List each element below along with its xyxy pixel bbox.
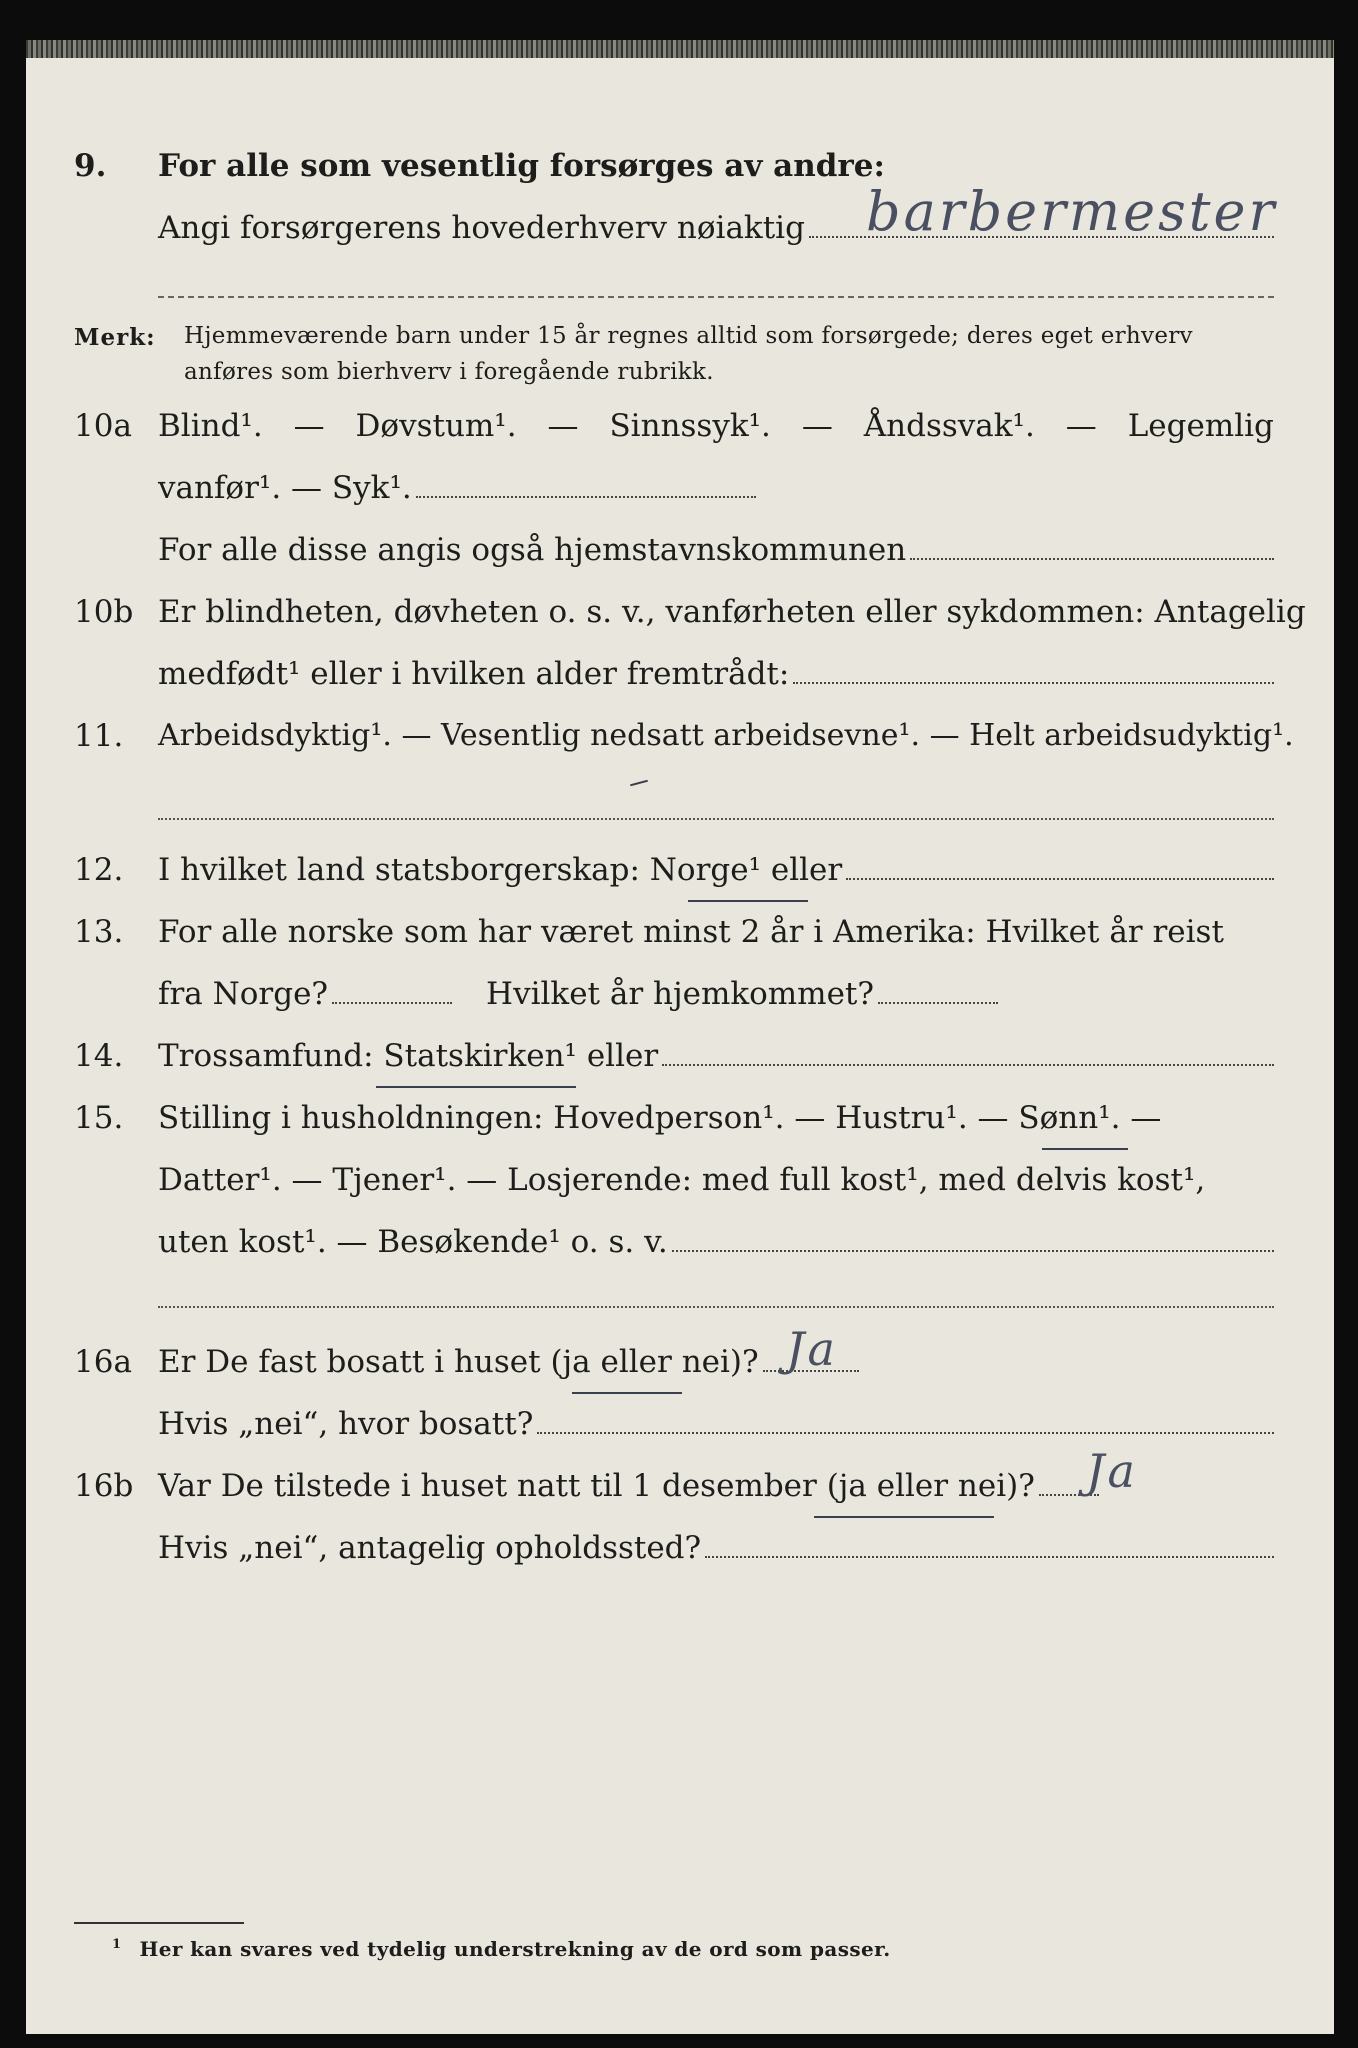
q11-options: Arbeidsdyktig¹. — Vesentlig nedsatt arbeidsevne¹. — Helt arbeidsudyktig¹. (158, 718, 1294, 753)
merk-text: Hjemmeværende barn under 15 år regnes alltid som forsørgede; deres eget erhverv anføres som bierhverv i foregående rubrikk. (184, 323, 1193, 385)
q16a-question: Er De fast bosatt i huset (ja eller nei)? (158, 1344, 759, 1380)
q15-options-2: Datter¹. — Tjener¹. — Losjerende: med full kost¹, med delvis kost¹, (158, 1162, 1206, 1198)
q13-reist-line[interactable] (332, 978, 452, 1004)
q10a-answer-line[interactable] (416, 472, 756, 498)
pen-mark (630, 780, 648, 787)
q10a-hjemstavn-line[interactable] (910, 534, 1274, 560)
q16a-hvor: Hvis „nei“, hvor bosatt? (158, 1406, 534, 1442)
q9-question: Angi forsørgerens hovederhverv nøiaktig (158, 210, 805, 246)
q16b-opholdssted-line[interactable] (705, 1532, 1274, 1558)
footnote-text: Her kan svares ved tydelig understrekning av de ord som passer. (139, 1937, 891, 1961)
q10a-opt-andssvak: Åndssvak¹. (863, 408, 1035, 444)
underline-norge (688, 900, 808, 902)
underline-sonn (1042, 1148, 1128, 1150)
q15-number: 15. (74, 1100, 124, 1136)
q10b-question: Er blindheten, døvheten o. s. v., vanførheten eller sykdommen: Antagelig (158, 594, 1306, 630)
q15-answer-line[interactable] (672, 1226, 1274, 1252)
q13-reist: fra Norge? (158, 976, 329, 1012)
q16b-question: Var De tilstede i huset natt til 1 desember (ja eller nei)? (158, 1468, 1035, 1504)
q15-question: Stilling i husholdningen: Hovedperson¹. — Hustru¹. — Sønn¹. — (158, 1100, 1162, 1136)
q11-answer-line[interactable] (158, 818, 1274, 820)
q10a-hjemstavn: For alle disse angis også hjemstavnskommunen (158, 532, 907, 568)
q14-number: 14. (74, 1038, 124, 1074)
q10a-opt-legemlig: Legemlig (1127, 408, 1274, 444)
q10b-answer-line[interactable] (793, 658, 1274, 684)
q10a-vanfor-syk: vanfør¹. — Syk¹. (158, 470, 412, 506)
scan-edge-strip (26, 40, 1334, 58)
q13-hjemkommet: Hvilket år hjemkommet? (486, 976, 875, 1012)
q10b-number: 10b (74, 594, 134, 630)
q16b-opholdssted: Hvis „nei“, antagelig opholdssted? (158, 1530, 702, 1566)
census-form-page (26, 40, 1334, 2034)
q10a-opt-dovstum: Døvstum¹. (355, 408, 517, 444)
q10a-options (158, 406, 1274, 446)
q15-options-3: uten kost¹. — Besøkende¹ o. s. v. (158, 1224, 668, 1260)
q13-hjemkommet-line[interactable] (878, 978, 998, 1004)
q16a-number: 16a (74, 1344, 132, 1380)
dash: — (1065, 408, 1097, 444)
dash: — (801, 408, 833, 444)
footnote-mark: 1 (112, 1937, 122, 1953)
separator (158, 296, 1274, 298)
merk-label: Merk: (74, 324, 156, 351)
q13-number: 13. (74, 914, 124, 950)
underline-statskirken (376, 1086, 576, 1088)
q12-number: 12. (74, 852, 124, 888)
q16b-handwritten-answer: Ja (1086, 1444, 1138, 1498)
footnote-rule (74, 1922, 244, 1924)
q16a-hvor-line[interactable] (537, 1408, 1274, 1434)
q15-extra-line[interactable] (158, 1306, 1274, 1308)
q12-answer-line[interactable] (846, 854, 1274, 880)
q16b-number: 16b (74, 1468, 134, 1504)
q14-answer-line[interactable] (662, 1040, 1274, 1066)
underline-ja (572, 1392, 682, 1394)
dash: — (293, 408, 325, 444)
q13-question: For alle norske som har været minst 2 år i Amerika: Hvilket år reist (158, 914, 1224, 950)
underline-ja-eller-nei (814, 1516, 994, 1518)
q9-handwritten-answer: barbermester (866, 180, 1278, 243)
q10a-opt-blind: Blind¹. (158, 408, 263, 444)
q12-question: I hvilket land statsborgerskap: Norge¹ eller (158, 852, 843, 888)
q9-heading: For alle som vesentlig forsørges av andre: (158, 148, 885, 184)
q10a-number: 10a (74, 408, 132, 444)
q16a-handwritten-answer: Ja (786, 1322, 838, 1376)
q10b-medfodt: medfødt¹ eller i hvilken alder fremtrådt: (158, 656, 790, 692)
q10a-opt-sinnssyk: Sinnssyk¹. (609, 408, 771, 444)
dash: — (547, 408, 579, 444)
footnote (112, 1937, 891, 1961)
q9-number: 9. (74, 148, 107, 184)
q14-question: Trossamfund: Statskirken¹ eller (158, 1038, 659, 1074)
q11-number: 11. (74, 718, 124, 754)
